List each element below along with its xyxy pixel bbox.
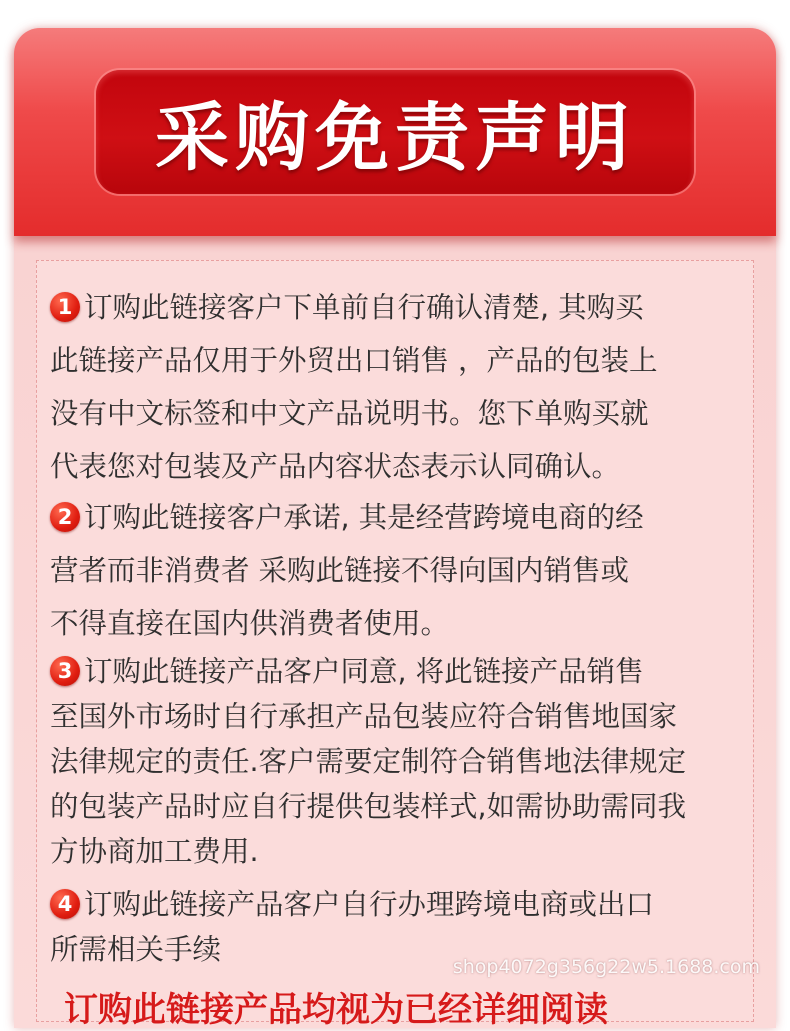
clause-3 xyxy=(50,649,756,874)
clause-1 xyxy=(50,281,756,493)
title-banner xyxy=(96,70,694,194)
clause-line: 至国外市场时自行承担产品包装应符合销售地国家 xyxy=(50,700,678,733)
clause-line: 没有中文标签和中文产品说明书。您下单购买就 xyxy=(50,397,649,430)
shop-watermark: shop4072g356g22w5.1688.com xyxy=(452,956,760,978)
clause-line: 营者而非消费者 采购此链接不得向国内销售或 xyxy=(50,554,630,587)
page-title: 采购免责声明 xyxy=(155,95,635,181)
cutoff-heading: 订购此链接产品均视为已经详细阅读 xyxy=(64,990,608,1030)
clause-line: 所需相关手续 xyxy=(50,933,222,966)
clause-line: 不得直接在国内供消费者使用。 xyxy=(50,607,450,640)
clause-line: 代表您对包装及产品内容状态表示认同确认。 xyxy=(50,450,621,483)
clause-line: 法律规定的责任.客户需要定制符合销售地法律规定 xyxy=(50,745,687,778)
clause-2 xyxy=(50,491,756,650)
clause-line: 方协商加工费用. xyxy=(50,835,259,868)
number-badge-1: 1 xyxy=(50,292,80,322)
clause-line: 1 订购此链接客户下单前自行确认清楚, 其购买 xyxy=(50,281,756,334)
header-band xyxy=(14,28,776,236)
number-badge-3: 3 xyxy=(50,656,80,686)
clause-line: 此链接产品仅用于外贸出口销售 ，产品的包装上 xyxy=(50,344,658,377)
clause-line: 4 订购此链接产品客户自行办理跨境电商或出口 xyxy=(50,882,756,927)
number-badge-4: 4 xyxy=(50,889,80,919)
number-badge-2: 2 xyxy=(50,502,80,532)
clause-line: 3 订购此链接产品客户同意, 将此链接产品销售 xyxy=(50,649,756,694)
clause-line: 2 订购此链接客户承诺, 其是经营跨境电商的经 xyxy=(50,491,756,544)
clause-line: 的包装产品时应自行提供包装样式,如需协助需同我 xyxy=(50,790,687,823)
